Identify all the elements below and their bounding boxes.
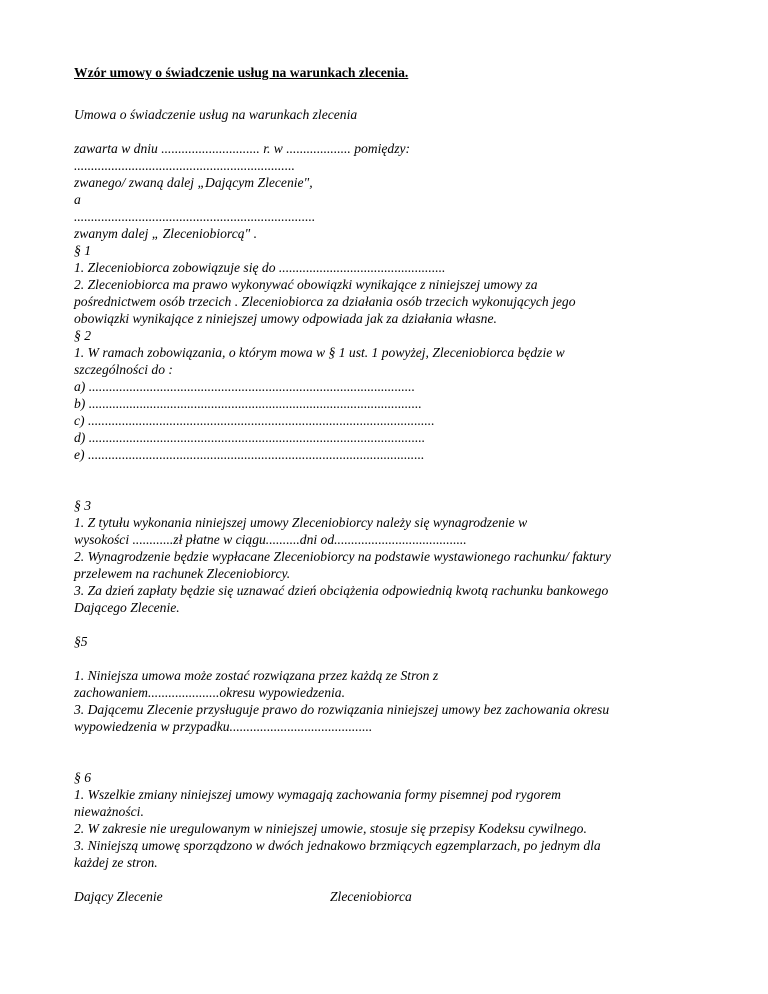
- section-line: 1. Wszelkie zmiany niniejszej umowy wymagają zachowania formy pisemnej pod rygorem: [74, 787, 561, 802]
- section-line: obowiązki wynikające z niniejszej umowy odpowiada jak za działania własne.: [74, 311, 497, 326]
- intro-line: zwanego/ zwaną dalej „Dającym Zlecenie",: [74, 175, 313, 190]
- document-subtitle: Umowa o świadczenie usług na warunkach zlecenia: [74, 107, 358, 122]
- section-line: przelewem na rachunek Zleceniobiorcy.: [74, 566, 291, 581]
- intro-line: zwanym dalej „ Zleceniobiorcą" .: [74, 226, 258, 241]
- section-line: e) ...................................................................................................: [74, 447, 425, 462]
- section-heading: § 6: [74, 770, 91, 785]
- section-line: 1. Niniejsza umowa może zostać rozwiązana przez każdą ze Stron z: [74, 668, 439, 683]
- section-line: wypowiedzenia w przypadku..........................................: [74, 719, 373, 734]
- section-line: 3. Za dzień zapłaty będzie się uznawać dzień obciążenia odpowiednią kwotą rachunku bankowego: [74, 583, 609, 598]
- intro-line: a: [74, 192, 81, 207]
- intro-line: .................................................................: [74, 158, 295, 173]
- section-line: zachowaniem.....................okresu wypowiedzenia.: [74, 685, 345, 700]
- section-heading: § 1: [74, 243, 91, 258]
- section-heading: §5: [74, 634, 88, 649]
- section-line: 1. Zleceniobiorca zobowiązuje się do .................................................: [74, 260, 446, 275]
- section-line: nieważności.: [74, 804, 144, 819]
- section-line: Dającego Zlecenie.: [74, 600, 180, 615]
- intro-line: zawarta w dniu ............................. r. w ................... pomiędzy:: [74, 141, 411, 156]
- section-line: b) ..................................................................................................: [74, 396, 422, 411]
- section-heading: § 2: [74, 328, 91, 343]
- intro-line: .......................................................................: [74, 209, 316, 224]
- document-title: Wzór umowy o świadczenie usług na warunkach zlecenia.: [74, 65, 409, 80]
- signature-label-client: Dający Zlecenie: [74, 889, 163, 904]
- section-heading: § 3: [74, 498, 91, 513]
- signature-label-contractor: Zleceniobiorca: [330, 889, 412, 904]
- section-line: c) ......................................................................................................: [74, 413, 435, 428]
- section-line: 2. Zleceniobiorca ma prawo wykonywać obowiązki wynikające z niniejszej umowy za: [74, 277, 538, 292]
- section-line: pośrednictwem osób trzecich . Zleceniobiorca za działania osób trzecich wykonujących jego: [74, 294, 576, 309]
- section-line: a) ................................................................................................: [74, 379, 415, 394]
- section-line: 1. Z tytułu wykonania niniejszej umowy Zleceniobiorcy należy się wynagrodzenie w: [74, 515, 528, 530]
- section-line: 2. Wynagrodzenie będzie wypłacane Zleceniobiorcy na podstawie wystawionego rachunku/ faktury: [74, 549, 611, 564]
- section-line: 3. Dającemu Zlecenie przysługuje prawo do rozwiązania niniejszej umowy bez zachowania okresu: [74, 702, 610, 717]
- section-line: 3. Niniejszą umowę sporządzono w dwóch jednakowo brzmiących egzemplarzach, po jednym dla: [74, 838, 601, 853]
- section-line: wysokości ............zł płatne w ciągu..........dni od.......................................: [74, 532, 467, 547]
- section-line: szczególności do :: [74, 362, 173, 377]
- section-line: każdej ze stron.: [74, 855, 158, 870]
- section-line: 1. W ramach zobowiązania, o którym mowa w § 1 ust. 1 powyżej, Zleceniobiorca będzie w: [74, 345, 565, 360]
- section-line: 2. W zakresie nie uregulowanym w niniejszej umowie, stosuje się przepisy Kodeksu cywilnego.: [74, 821, 587, 836]
- section-line: d) ...................................................................................................: [74, 430, 426, 445]
